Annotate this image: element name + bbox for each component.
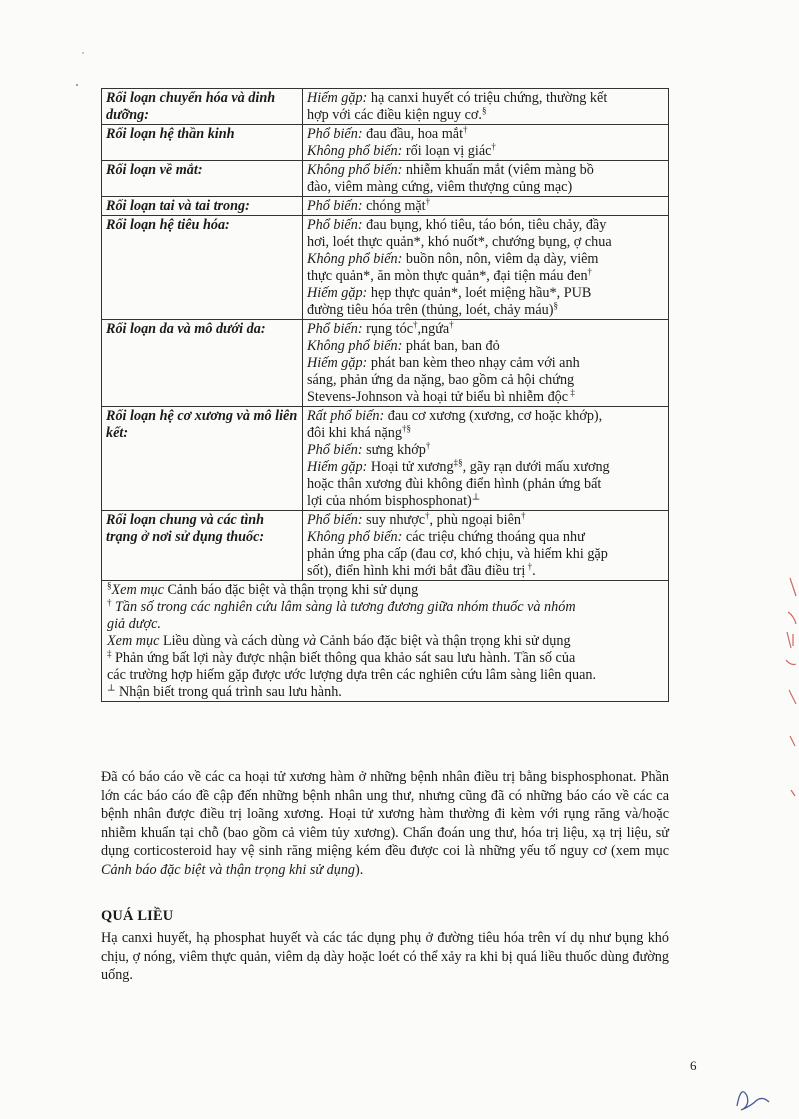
row-category: Rối loạn hệ thần kinh [102,125,303,161]
effect-line [307,126,664,143]
table-row [102,161,669,197]
footnote-line [107,684,664,701]
effect-line [307,355,664,372]
footnote-mark: ‡§ [453,457,463,468]
footnote-line [107,667,664,684]
footnote-line [107,650,664,667]
footnote-italic: Xem mục [111,582,164,598]
footnote-mark: †§ [401,423,411,434]
effect-text: nhiễm khuẩn mắt (viêm màng bồ [402,162,594,178]
effect-text: phát ban kèm theo nhạy cảm với anh [367,355,580,371]
footnotes-cell [102,581,669,702]
effect-text: đau đầu, hoa mắt [362,126,464,142]
frequency-label: Phổ biến: [307,126,363,142]
effect-line [307,493,664,510]
effect-line [307,217,664,234]
frequency-label: Hiếm gặp: [307,459,368,475]
effect-text: hợp với các điều kiện nguy cơ. [307,107,482,123]
footnote-symbol: ‡ [107,648,112,659]
footnote-mark: † [449,319,454,330]
frequency-label: Phổ biến: [307,217,363,233]
effect-line [307,162,664,179]
effect-text: các triệu chứng thoáng qua như [402,529,585,545]
footnote-text: Liều dùng và cách dùng [159,633,303,649]
frequency-label: Rất phổ biến: [307,408,385,424]
footnote-mark: ⊥ [471,491,481,502]
effect-text: hạ canxi huyết có triệu chứng, thường kết [367,90,608,106]
effect-line [307,425,664,442]
effect-line [307,251,664,268]
row-effects [303,320,669,407]
effect-text: suy nhược [362,512,426,528]
frequency-label: Không phổ biến: [307,251,403,267]
footnote-text: Cảnh báo đặc biệt và thận trọng khi sử dụng [163,582,419,598]
page-number: 6 [690,1058,697,1073]
effect-line [307,529,664,546]
frequency-label: Phổ biến: [307,198,363,214]
effect-text: Stevens-Johnson và hoại tử biểu bì nhiễm độc [307,389,569,405]
effect-text: buồn nôn, nôn, viêm dạ dày, viêm [402,251,599,267]
effect-line [307,285,664,302]
frequency-label: Phổ biến: [307,442,363,458]
footnote-line [107,616,664,633]
effect-line [307,234,664,251]
effect-text: phản ứng pha cấp (đau cơ, khó chịu, và hiếm khi gặp [307,546,608,562]
footnote-text: các trường hợp hiếm gặp được ước lượng dựa trên các nghiên cứu lâm sàng liên quan. [107,667,597,683]
footnote-mark: † [491,141,496,152]
table-row [102,511,669,581]
row-effects [303,89,669,125]
effect-text: Hoại tử xương [367,459,454,475]
table-row [102,89,669,125]
effect-text: thực quản*, ăn mòn thực quản*, đại tiện máu đen [307,268,588,284]
effect-text: đào, viêm màng cứng, viêm thượng củng mạc) [307,179,573,195]
effect-text: hơi, loét thực quản*, khó nuốt*, chướng bụng, ợ chua [307,234,612,250]
effect-text: lợi của nhóm bisphosphonat) [307,493,472,509]
footnote-line [107,582,664,599]
effect-line [307,442,664,459]
effect-line [307,563,664,580]
jaw-osteonecrosis-paragraph [101,768,669,880]
footnote-line [107,599,664,616]
footnote-italic: Xem mục [107,633,160,649]
row-category: Rối loạn da và mô dưới da: [102,320,303,407]
effect-text-after: , gãy rạn dưới mấu xương [462,459,610,475]
footnote-italic: Tần số trong các nghiên cứu lâm sàng là tương đương giữa nhóm thuốc và nhóm [111,599,576,615]
footnote-symbol: † [107,597,112,608]
row-category: Rối loạn về mắt: [102,161,303,197]
row-effects [303,161,669,197]
row-category: Rối loạn hệ tiêu hóa: [102,216,303,320]
effect-text: phát ban, ban đỏ [402,338,500,354]
effect-line [307,546,664,563]
row-effects [303,125,669,161]
effect-text-after: . [532,563,536,579]
stamp-edge-marks [786,578,796,796]
footnote-mark: † [525,561,533,572]
effect-text: chóng mặt [362,198,426,214]
effect-text: đôi khi khá nặng [307,425,402,441]
footnote-mark: ‡ [568,387,575,398]
frequency-label: Phổ biến: [307,321,363,337]
footnote-symbol: § [107,580,112,591]
frequency-label: Không phổ biến: [307,162,403,178]
frequency-label: Không phổ biến: [307,529,403,545]
table-row [102,125,669,161]
effect-line [307,408,664,425]
effect-text: đau cơ xương (xương, cơ hoặc khớp), [384,408,603,424]
effect-text: đường tiêu hóa trên (thủng, loét, chảy máu) [307,302,554,318]
row-category: Rối loạn hệ cơ xương và mô liên kết: [102,407,303,511]
row-effects [303,511,669,581]
effect-line [307,389,664,406]
frequency-label: Không phổ biến: [307,338,403,354]
table-row [102,407,669,511]
footnote-mark: † [463,124,468,135]
row-effects [303,216,669,320]
effect-text: hoặc thân xương đùi không điển hình (phản ứng bất [307,476,602,492]
frequency-label: Hiếm gặp: [307,285,368,301]
footnote-mark: § [553,300,558,311]
frequency-label: Phổ biến: [307,512,363,528]
footnote-italic: giả dược. [107,616,161,632]
overdose-heading: QUÁ LIỀU [101,908,174,924]
footnote-mark: † [425,440,431,451]
effect-text-after: , phù ngoại biên [429,512,521,528]
adverse-effects-table [101,88,669,702]
footnotes-row [102,581,669,702]
effect-text: sốt), điển hình khi mới bắt đầu điều trị [307,563,526,579]
footnote-italic: và [302,633,317,649]
frequency-label: Hiếm gặp: [307,90,368,106]
frequency-label: Không phổ biến: [307,143,403,159]
table-row [102,216,669,320]
row-effects [303,407,669,511]
effect-line [307,143,664,160]
footnote-mark: § [481,105,487,116]
effect-text: sáng, phản ứng da nặng, bao gồm cả hội chứng [307,372,575,388]
overdose-paragraph: Hạ canxi huyết, hạ phosphat huyết và các tác dụng phụ ở đường tiêu hóa trên ví dụ như bụng khó chịu, ợ nóng, viêm thực quản, viêm dạ dày hoặc loét có thể xảy ra khi bị quá liều thuốc dùng đường uống. [101,930,669,984]
effect-line [307,198,664,215]
effect-line [307,338,664,355]
effect-line [307,179,664,196]
table-row [102,197,669,216]
footnote-mark: † [425,196,431,207]
footnote-mark: † [520,510,526,521]
footnote-text: Cảnh báo đặc biệt và thận trọng khi sử dụng [316,633,571,649]
scan-specks [76,52,84,86]
footnote-mark: † [425,510,430,521]
effect-line [307,321,664,338]
paragraph-tail: ). [355,861,364,878]
effect-line [307,512,664,529]
footnote-text: Phản ứng bất lợi này được nhận biết thông qua khảo sát sau lưu hành. Tần số của [111,650,576,666]
effect-line [307,107,664,124]
frequency-label: Hiếm gặp: [307,355,368,371]
signature-mark [737,1092,769,1110]
row-category: Rối loạn tai và tai trong: [102,197,303,216]
effect-line [307,302,664,319]
effect-line [307,268,664,285]
footnote-mark: † [413,319,418,330]
row-effects [303,197,669,216]
footnote-symbol: ⊥ [107,682,116,693]
paragraph-text: Đã có báo cáo về các ca hoại tử xương hàm ở những bệnh nhân điều trị bằng bisphosphonat. Phần lớn các báo cáo đề cập đến những bệnh nhân ung thư, nhưng cũng đã có những báo cáo về các ca bệnh nhân được điều trị loãng xương. Hoại tử xương hàm thường đi kèm với rụng răng và/hoặc nhiễm khuẩn tại chỗ (bao gồm cả viêm tủy xương). Chẩn đoán ung thư, hóa trị liệu, xạ trị liệu, sử dụng corticosteroid hay vệ sinh răng miệng kém đều được coi là những yếu tố nguy cơ (xem mục [101,769,669,860]
effect-line [307,476,664,493]
effect-text-after: ,ngứa [417,321,450,337]
effect-text: rụng tóc [362,321,413,337]
effect-text: rối loạn vị giác [402,143,492,159]
row-category: Rối loạn chuyển hóa và dinh dưỡng: [102,89,303,125]
effect-text: đau bụng, khó tiêu, táo bón, tiêu chảy, đầy [362,217,607,233]
effect-text: hẹp thực quản*, loét miệng hầu*, PUB [367,285,592,301]
footnote-text: Nhận biết trong quá trình sau lưu hành. [115,684,342,700]
footnote-mark: † [587,266,593,277]
paragraph-italic-ref: Cảnh báo đặc biệt và thận trọng khi sử dụng [101,861,356,878]
row-category: Rối loạn chung và các tình trạng ở nơi sử dụng thuốc: [102,511,303,581]
footnote-line [107,633,664,650]
effect-line [307,459,664,476]
effect-line [307,372,664,389]
table-row [102,320,669,407]
effect-text: sưng khớp [362,442,426,458]
